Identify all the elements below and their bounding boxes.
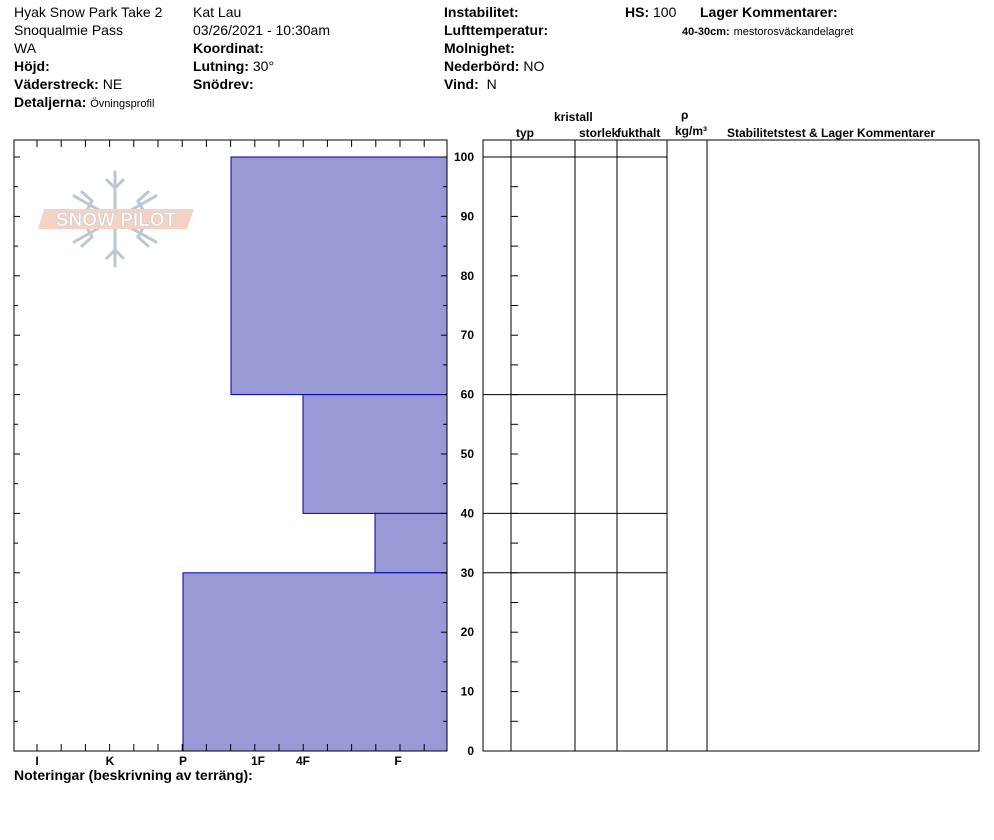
precip-value: NO [523, 58, 545, 74]
slope-label: Lutning: [193, 58, 249, 74]
location-name: Hyak Snow Park Take 2 [14, 4, 163, 20]
left-ticks [14, 157, 20, 751]
wind-value: N [486, 76, 497, 92]
crystal-header: kristall [554, 110, 593, 124]
details-value: Övningsprofil [90, 98, 155, 110]
hardness-layers [183, 157, 447, 751]
y-tick-label: 0 [467, 744, 474, 758]
observer-name: Kat Lau [193, 4, 242, 20]
layer-comment-range: 40-30cm: [682, 26, 730, 38]
rho-header: ρ [681, 108, 689, 122]
layer-comment-text: mestorosväckandelagret [733, 26, 854, 38]
precip-label: Nederbörd: [444, 58, 520, 74]
type-header: typ [516, 126, 534, 140]
y-tick-label: 90 [460, 209, 474, 224]
observation-datetime: 03/26/2021 - 10:30am [193, 22, 330, 38]
coordinate-label: Koordinat: [193, 40, 264, 56]
y-tick-label: 60 [460, 387, 474, 402]
state-name: WA [14, 40, 37, 56]
moisture-header: fukthalt [617, 126, 661, 140]
y-tick-label: 40 [460, 506, 474, 521]
elevation-label: Höjd: [14, 58, 50, 74]
y-tick-label: 20 [460, 625, 474, 640]
x-axis-labels [35, 754, 401, 768]
hardness-layer-1 [231, 157, 447, 395]
x-tick-label: F [394, 754, 402, 768]
air-temp-label: Lufttemperatur: [444, 22, 549, 38]
x-tick-label: 4F [295, 754, 311, 768]
y-tick-label: 100 [453, 150, 474, 164]
table-height-ticks [511, 157, 518, 751]
aspect-label: Väderstreck: [14, 76, 99, 92]
y-tick-label: 30 [460, 565, 474, 580]
size-header: storlek [579, 126, 619, 140]
y-tick-label: 10 [460, 684, 474, 699]
details-label: Detaljerna: [14, 94, 87, 110]
region-name: Snoqualmie Pass [14, 22, 123, 38]
slope-value: 30° [252, 58, 275, 74]
hs-label: HS: [625, 4, 650, 20]
y-tick-label: 70 [460, 328, 474, 343]
stability-tests-header: Stabilitetstest & Lager Kommentarer [727, 126, 936, 140]
x-tick-label: I [35, 754, 39, 768]
wind-loading-label: Snödrev: [193, 76, 254, 92]
y-tick-label: 50 [460, 447, 474, 461]
layer-table-frame [483, 140, 979, 751]
hardness-layer-2 [303, 395, 447, 514]
y-tick-label: 80 [460, 268, 474, 283]
sky-label: Molnighet: [444, 40, 515, 56]
wind-label: Vind: [444, 76, 479, 92]
hs-value: 100 [653, 4, 677, 20]
aspect-value: NE [102, 76, 123, 92]
logo-text: SNOW PILOT [55, 210, 177, 231]
x-tick-label: P [178, 754, 188, 768]
hardness-layer-3 [375, 513, 447, 572]
y-axis-labels [454, 150, 474, 758]
layer-comments-label: Lager Kommentarer: [700, 4, 838, 20]
x-tick-label: K [105, 754, 115, 768]
x-tick-label: 1F [250, 754, 266, 768]
stability-label: Instabilitet: [444, 4, 519, 20]
top-ticks [37, 140, 424, 147]
notes-label: Noteringar (beskrivning av terräng): [14, 767, 253, 783]
hardness-layer-4 [183, 573, 447, 751]
density-unit-header: kg/m³ [675, 124, 708, 138]
